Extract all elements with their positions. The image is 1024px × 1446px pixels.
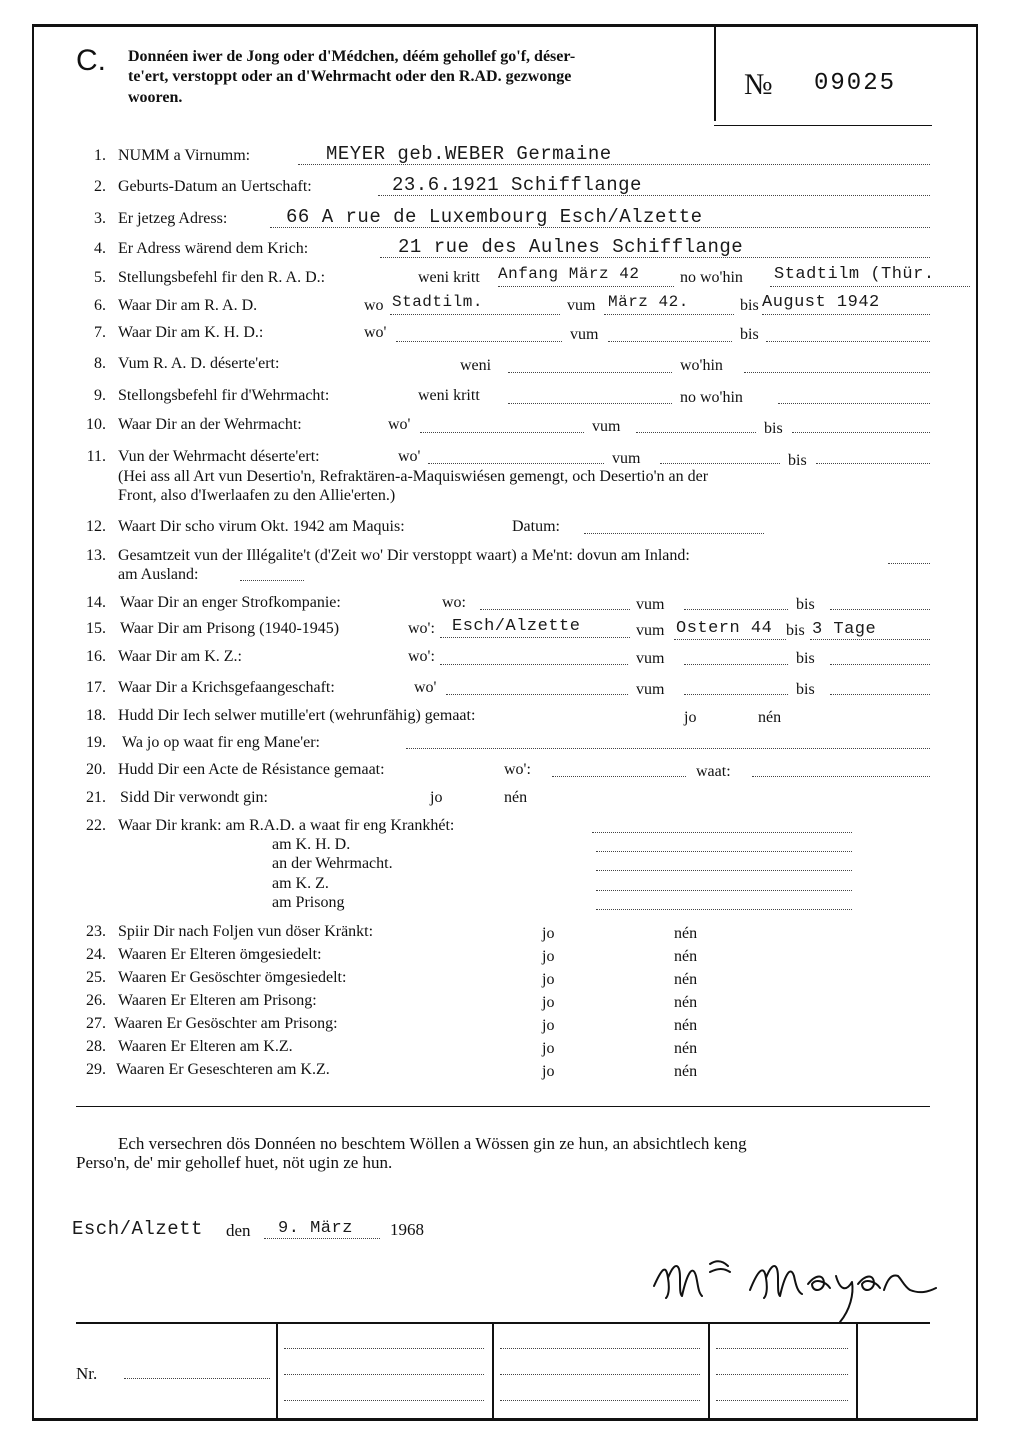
q15-to-dotline [810,639,930,640]
q23-yes: jo [542,925,555,942]
page-right-border [976,24,978,1420]
q12-date-label: Datum: [512,518,560,535]
q13-abroad-label: am Ausland: [118,566,199,583]
q5-number: 5. [94,269,106,286]
footer-divider-4 [856,1324,858,1418]
q10-label: Waar Dir an der Wehrmacht: [118,416,302,433]
footer-top-line [76,1322,930,1324]
q6-where-label: wo [364,297,384,314]
footer-col3-dotline-1 [500,1348,700,1349]
q5-when-label: weni kritt [418,269,480,286]
q20-number: 20. [86,761,106,778]
q7-to-label: bis [740,326,759,343]
q16-from-dotline [684,664,788,665]
header-top-border [32,24,978,27]
q15-to-value: 3 Tage [812,620,877,639]
q10-number: 10. [86,416,106,433]
footer-nr-label: Nr. [76,1364,98,1383]
q25-number: 25. [86,969,106,986]
q11-from-dotline [660,463,780,464]
q8-where-label: wo'hin [680,357,723,374]
q28-yes: jo [542,1040,555,1057]
header-bottom-line [714,125,932,126]
q15-where-dotline [440,637,630,638]
q29-number: 29. [86,1061,106,1078]
q10-where-dotline [420,432,584,433]
q21-label: Sidd Dir verwondt gin: [120,789,268,806]
q18-no: nén [758,709,782,726]
q11-to-label: bis [788,452,807,469]
q17-where-label: wo' [414,679,437,696]
q6-from-dotline [604,314,734,315]
q7-from-label: vum [570,326,599,343]
q22-wehrmacht-dotline [596,870,852,871]
q10-to-label: bis [764,420,783,437]
q6-where-value: Stadtilm. [392,293,483,311]
q16-where-dotline [440,664,628,665]
q16-to-dotline [830,664,930,665]
q14-to-label: bis [796,596,815,613]
q5-when-value: Anfang März 42 [498,265,640,283]
q15-from-label: vum [636,622,665,639]
q24-yes: jo [542,948,555,965]
q14-to-dotline [830,609,930,610]
date-dotline [264,1238,380,1239]
q13-abroad-dotline [240,580,304,581]
q15-where-value: Esch/Alzette [452,617,581,636]
date-den-label: den [226,1221,251,1240]
q12-number: 12. [86,518,106,535]
footer-col3-dotline-2 [500,1374,700,1375]
q19-dotline [406,748,930,749]
q25-yes: jo [542,971,555,988]
q24-no: nén [674,948,698,965]
q14-number: 14. [86,594,106,611]
q22-khd-label: am K. H. D. [272,836,351,853]
q14-label: Waar Dir an enger Strofkompanie: [120,594,341,611]
q9-label: Stellongsbefehl fir d'Wehrmacht: [118,387,330,404]
q4-value: 21 rue des Aulnes Schifflange [398,236,744,258]
date-year: 1968 [390,1220,424,1239]
q21-number: 21. [86,789,106,806]
q13-label: Gesamtzeit vun der Illégalite't (d'Zeit wo' Dir verstoppt waart) a Me'nt: dovun am Inland: [118,547,690,564]
q6-number: 6. [94,297,106,314]
section-letter: C. [76,44,106,77]
q4-number: 4. [94,240,106,257]
footer-divider-2 [492,1324,494,1418]
q9-number: 9. [94,387,106,404]
footer-divider-1 [276,1324,278,1418]
q22-prisong-dotline [596,909,852,910]
q11-note-line1: (Hei ass all Art vun Desertio'n, Refraktären-a-Maquiswiésen gemengt, och Desertio'n an der [118,468,709,485]
footer-divider-3 [708,1324,710,1418]
q15-number: 15. [86,620,106,637]
q24-label: Waaren Er Elteren ömgesiedelt: [118,946,322,963]
q11-from-label: vum [612,450,641,467]
q20-what-label: waat: [696,763,731,780]
q28-label: Waaren Er Elteren am K.Z. [118,1038,293,1055]
q1-label: NUMM a Virnumm: [118,147,251,164]
footer-col4-dotline-1 [716,1348,848,1349]
q16-to-label: bis [796,650,815,667]
q5-label: Stellungsbefehl fir den R. A. D.: [118,269,326,286]
q11-where-dotline [428,463,604,464]
q22-wehrmacht-label: an der Wehrmacht. [272,855,393,872]
q13-number: 13. [86,547,106,564]
page-left-border [32,24,34,1420]
q26-number: 26. [86,992,106,1009]
signature-text: Mme Meyer [650,1305,705,1317]
q14-from-dotline [684,609,788,610]
q12-dotline [584,533,764,534]
q22-kz-label: am K. Z. [272,875,329,892]
q9-where-dotline [778,403,930,404]
q7-where-label: wo' [364,324,387,341]
q28-number: 28. [86,1038,106,1055]
footer-col2-dotline-2 [284,1374,484,1375]
q6-to-value: August 1942 [762,293,880,312]
footer-col4-dotline-2 [716,1374,848,1375]
q2-value: 23.6.1921 Schifflange [392,174,642,196]
q11-note-line2: Front, also d'Iwerlaafen zu den Allie'erten.) [118,487,396,504]
q5-where-label: no wo'hin [680,269,743,286]
q28-no: nén [674,1040,698,1057]
q11-to-dotline [816,463,930,464]
q6-to-label: bis [740,297,759,314]
q3-number: 3. [94,210,106,227]
q2-label: Geburts-Datum an Uertschaft: [118,178,312,195]
q10-from-label: vum [592,418,621,435]
declaration-line1: Ech versechren dös Donnéen no beschtem Wöllen a Wössen gin ze hun, an absichtlech keng [118,1134,747,1153]
q5-where-dotline [770,286,970,287]
signature-place: Esch/Alzett [72,1218,203,1240]
q1-value: MEYER geb.WEBER Germaine [326,143,612,165]
q14-from-label: vum [636,596,665,613]
q11-where-label: wo' [398,448,421,465]
q7-number: 7. [94,324,106,341]
q16-label: Waar Dir am K. Z.: [118,648,242,665]
q20-where-dotline [552,776,686,777]
q11-number: 11. [86,448,106,465]
q14-where-dotline [480,609,630,610]
q21-yes: jo [430,789,443,806]
footer-col2-dotline-3 [284,1400,484,1401]
q22-khd-dotline [596,851,852,852]
q17-from-label: vum [636,681,665,698]
q25-no: nén [674,971,698,988]
q7-to-dotline [766,341,930,342]
q18-number: 18. [86,707,106,724]
q27-number: 27. [86,1015,106,1032]
q8-when-label: weni [460,357,492,374]
form-number: 09025 [814,70,897,97]
q17-from-dotline [684,694,788,695]
q26-yes: jo [542,994,555,1011]
footer-col4-dotline-3 [716,1400,848,1401]
q10-to-dotline [792,432,930,433]
q9-when-dotline [508,403,672,404]
q16-number: 16. [86,648,106,665]
q17-to-dotline [830,694,930,695]
q22-rad-dotline [592,832,852,833]
q20-where-label: wo': [504,761,531,778]
footer-col2-dotline-1 [284,1348,484,1349]
header-divider [714,27,716,121]
q21-no: nén [504,789,528,806]
q3-value: 66 A rue de Luxembourg Esch/Alzette [286,206,703,228]
q15-to-label: bis [786,622,805,639]
q5-where-value: Stadtilm (Thür. [774,265,935,284]
q7-label: Waar Dir am K. H. D.: [118,324,264,341]
q20-what-dotline [752,776,930,777]
header-title-line1: Donnéen iwer de Jong oder d'Médchen, déém gehollef go'f, déser- [128,48,576,65]
q29-label: Waaren Er Geseschteren am K.Z. [116,1061,330,1078]
q6-from-value: März 42. [608,293,689,311]
q23-label: Spiir Dir nach Foljen vun döser Kränkt: [118,923,374,940]
q7-where-dotline [396,341,562,342]
q22-number: 22. [86,817,106,834]
q7-from-dotline [608,341,732,342]
declaration-line2: Perso'n, de' mir gehollef huet, nöt ugin ze hun. [76,1153,393,1172]
q26-label: Waaren Er Elteren am Prisong: [118,992,317,1009]
q22-kz-dotline [596,890,852,891]
q24-number: 24. [86,946,106,963]
q8-number: 8. [94,355,106,372]
q15-from-value: Ostern 44 [676,619,773,638]
q27-yes: jo [542,1017,555,1034]
q8-when-dotline [508,372,672,373]
q1-number: 1. [94,147,106,164]
q17-number: 17. [86,679,106,696]
q29-no: nén [674,1063,698,1080]
q17-to-label: bis [796,681,815,698]
q10-from-dotline [636,432,756,433]
q15-from-dotline [674,639,786,640]
header-title-line2: te'ert, verstoppt oder an d'Wehrmacht oder den R.AD. gezwonge [128,68,572,85]
section-separator [76,1106,930,1107]
q5-when-dotline [498,286,674,287]
q19-label: Wa jo op waat fir eng Mane'er: [122,734,320,751]
q4-label: Er Adress wärend dem Krich: [118,240,309,257]
q19-number: 19. [86,734,106,751]
q18-label: Hudd Dir Iech selwer mutille'ert (wehrunfähig) gemaat: [118,707,476,724]
q23-no: nén [674,925,698,942]
number-symbol: № [744,68,773,101]
q27-no: nén [674,1017,698,1034]
q6-where-dotline [390,314,560,315]
footer-col3-dotline-3 [500,1400,700,1401]
q6-to-dotline [762,314,930,315]
q11-label: Vun der Wehrmacht déserte'ert: [118,448,320,465]
q25-label: Waaren Er Gesöschter ömgesiedelt: [118,969,347,986]
q16-where-label: wo': [408,648,435,665]
q22-label: Waar Dir krank: am R.A.D. a waat fir eng Krankhét: [118,817,455,834]
q29-yes: jo [542,1063,555,1080]
q26-no: nén [674,994,698,1011]
q8-label: Vum R. A. D. déserte'ert: [118,355,280,372]
q3-label: Er jetzeg Adress: [118,210,228,227]
q10-where-label: wo' [388,416,411,433]
q6-label: Waar Dir am R. A. D. [118,297,258,314]
q18-yes: jo [684,709,697,726]
q15-label: Waar Dir am Prisong (1940-1945) [120,620,340,637]
q15-where-label: wo': [408,620,435,637]
q20-label: Hudd Dir een Acte de Résistance gemaat: [118,761,385,778]
q17-where-dotline [446,694,628,695]
q13-inland-dotline [888,563,930,564]
q9-where-label: no wo'hin [680,389,743,406]
q8-where-dotline [744,372,930,373]
q16-from-label: vum [636,650,665,667]
footer-bottom-line [32,1418,978,1421]
q27-label: Waaren Er Gesöschter am Prisong: [114,1015,338,1032]
q2-number: 2. [94,178,106,195]
q12-label: Waart Dir scho virum Okt. 1942 am Maquis: [118,518,405,535]
q14-where-label: wo: [442,594,466,611]
footer-nr-dotline [124,1378,270,1379]
header-title-line3: wooren. [128,89,183,106]
q22-prisong-label: am Prisong [272,894,345,911]
q6-from-label: vum [567,297,596,314]
date-day: 9. März [278,1219,353,1238]
q17-label: Waar Dir a Krichsgefaangeschaft: [118,679,335,696]
q23-number: 23. [86,923,106,940]
q9-when-label: weni kritt [418,387,480,404]
